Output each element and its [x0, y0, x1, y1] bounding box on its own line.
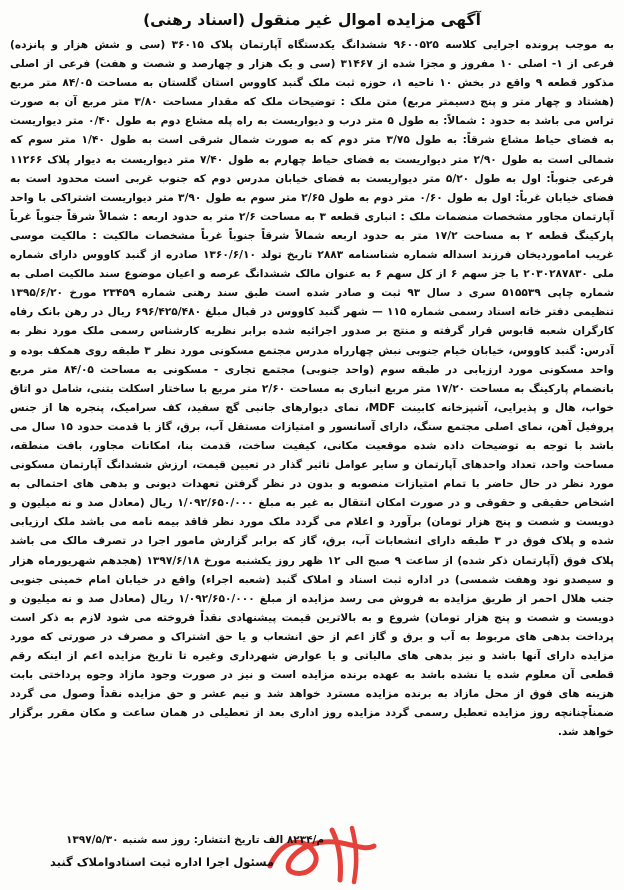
- handwritten-signature-mark: [262, 822, 382, 888]
- publication-date-line: م/۸۲۳۴ الف تاریخ انتشار: روز سه شنبه ۱۳۹۷/۵/۳۰: [66, 834, 325, 846]
- notice-body: به موجب پرونده اجرایی کلاسه ۹۶۰۰۵۲۵ ششدانگ یکدستگاه آپارتمان پلاک ۳۶۰۱۵ (سی و شش هزار و پانزده) فرعی از ۱- اصلی ۱۰ مفروز و مجزا شده از ۳۱۴۶۷ (سی و یک هزار و چهارصد و شصت و هفت) فرعی از اصلی مذکور قطعه ۹ واقع در بخش ۱۰ ناحیه ۱، حوزه ثبت ملک گنبد کاووس استان گلستان به مساحت ۸۴/۰۵ متر مربع (هشتاد و چهار متر و پنج دسیمتر مربع) متن ملک : توضیحات ملک که مقدار مساحت ۳/۸۰ متر مربع آن به صورت تراس می باشد به حدود : شمالاً: به طول ۵ متر درب و دیواریست به راه پله مشاع دوم به طول ۰/۴۰ متر دیواریست به فضای حیاط مشاع شرقاً: به طول ۳/۷۵ متر دوم که به صورت شمال شرقی است به طول ۱/۴۰ متر سوم که شمالی است به طول ۲/۹۰ متر دیواریست به فضای حیاط چهارم به طول ۷/۴۰ متر دیواریست به دیوار پلاک ۱۱۲۶۶ فرعی جنوباً: اول به طول ۵/۲۰ متر دیواریست به فضای خیابان مدرس دوم که جنوب غربی است محدود است به فضای خیابان غرباً: اول به طول ۰/۶۰ متر دوم به طول ۲/۶۵ متر سوم به طول ۳/۹۰ متر دیواریست اشتراکی با واحد آپارتمان مجاور مشخصات منضمات ملک : انباری قطعه ۳ به مساحت ۲/۶ متر به حدود اربعه : شمالاً شرقاً جنوباً غرباً پارکینگ قطعه ۲ به مساحت ۱۷/۲ متر به حدود اربعه شمالاً شرقاً جنوباً غرباً مشخصات مالکیت : مالکیت موسی غریب اماموردیخان فرزند اسداله شماره شناسنامه ۲۸۸۳ تاریخ تولد ۱۳۶۰/۶/۱۰ صادره از گنبد کاووس دارای شماره ملی ۲۰۳۰۲۸۷۸۳۰ با جز سهم ۶ از کل سهم ۶ به عنوان مالک ششدانگ عرصه و اعیان موضوع سند مالکیت اصلی به شماره چاپی ۵۱۵۵۳۹ سری د سال ۹۳ ثبت و صادر شده است طبق سند رهنی شماره ۲۳۴۵۹ مورخ ۱۳۹۵/۶/۲۰ تنظیمی دفتر خانه اسناد رسمی شماره ۱۱۵ — شهر گنبد کاووس در قبال مبلغ ۶۹۶/۴۲۵/۴۸۰ ریال در رهن بانک رفاه کارگران شعبه قابوس قرار گرفته و منتج بر صدور اجرائیه شده برابر نظریه کارشناس رسمی ملک مورد نظر به آدرس: گنبد کاووس، خیابان خیام جنوبی نبش چهارراه مدرس مجتمع مسکونی مورد نظر ۳ طبقه روی همکف بوده و واحد مسکونی مورد ارزیابی در طبقه سوم (واحد جنوبی) مجتمع تجاری - مسکونی به مساحت ۸۴/۰۵ متر مربع بانضمام پارکینگ به مساحت ۱۷/۲۰ متر مربع انباری به مساحت ۲/۶۰ متر مربع با ساختار اسکلت بتنی، شامل دو اتاق خواب، هال و پذیرایی، آشپزخانه کابینت MDF، نمای دیوارهای جانبی گچ سفید، کف سرامیک، پنجره ها از جنس پروفیل آهن، نمای اصلی مجتمع سنگ، دارای آسانسور و امتیازات مستقل آب، برق، گاز با قدمت حدود ۱۵ سال می باشد با توجه به توضیحات داده شده موقعیت مکانی، کیفیت ساخت، قدمت بنا، امکانات مجاور، بافت منطقه، مساحت واحد، تعداد واحدهای آپارتمان و سایر عوامل تاثیر گذار در تعیین قیمت، ارزش ششدانگ آپارتمان مسکونی مورد نظر در حال حاضر با تمام امتیازات منصوبه و بدون در نظر گرفتن تعهدات دیونی و بدهی های احتمالی به اشخاص حقیقی و حقوقی و در صورت امکان انتقال به غیر به مبلغ ۱/۰۹۲/۶۵۰/۰۰۰ ریال (معادل صد و نه میلیون و دویست و شصت و پنج هزار تومان) برآورد و اعلام می گردد ملک مورد نظر فاقد بیمه نامه می باشد ملک ارزیابی شده و پلاک فوق در ۳ طبقه دارای انشعابات آب، برق، گاز که برابر گزارش مامور اجرا در تصرف مالک می باشد پلاک فوق (آپارتمان ذکر شده) از ساعت ۹ صبح الی ۱۲ ظهر روز یکشنبه مورخ ۱۳۹۷/۶/۱۸ (هجدهم شهریورماه هزار و سیصدو نود وهفت شمسی) در اداره ثبت اسناد و املاک گنبد (شعبه اجراء) واقع در خیابان امام خمینی جنوبی جنب هلال احمر از طریق مزایده به فروش می رسد مزایده از مبلغ ۱/۰۹۲/۶۵۰/۰۰۰ ریال (معادل صد و نه میلیون و دویست و شصت و پنج هزار تومان) شروع و به بالاترین قیمت پیشنهادی نقداً فروخته می شود لازم به ذکر است پرداخت بدهی های مربوط به آب و برق و گاز اعم از حق انشعاب و یا حق اشتراک و مصرف در صورتی که مورد مزایده دارای آنها باشد و نیز بدهی های مالیاتی و یا عوارض شهرداری وغیره تا تاریخ مزایده اعم از اینکه رقم قطعی آن معلوم شده یا نشده باشد به عهده برنده مزایده است و نیز در صورت وجود مازاد وجوه پرداختی بابت هزینه های فوق از محل مازاد به برنده مزایده مسترد خواهد شد و نیم عشر و حق مزایده نقداً وصول می گردد ضمناًچنانچه روز مزایده تعطیل رسمی گردد مزایده روز اداری بعد از تعطیلی در همان ساعت و مکان مقرر برگزار خواهد شد.: [10, 39, 615, 739]
- issuer-signature: مسئول اجرا اداره ثبت اسنادواملاک گنبد: [50, 855, 275, 869]
- notice-title: آگهی مزایده اموال غیر منقول (اسناد رهنی): [143, 11, 481, 29]
